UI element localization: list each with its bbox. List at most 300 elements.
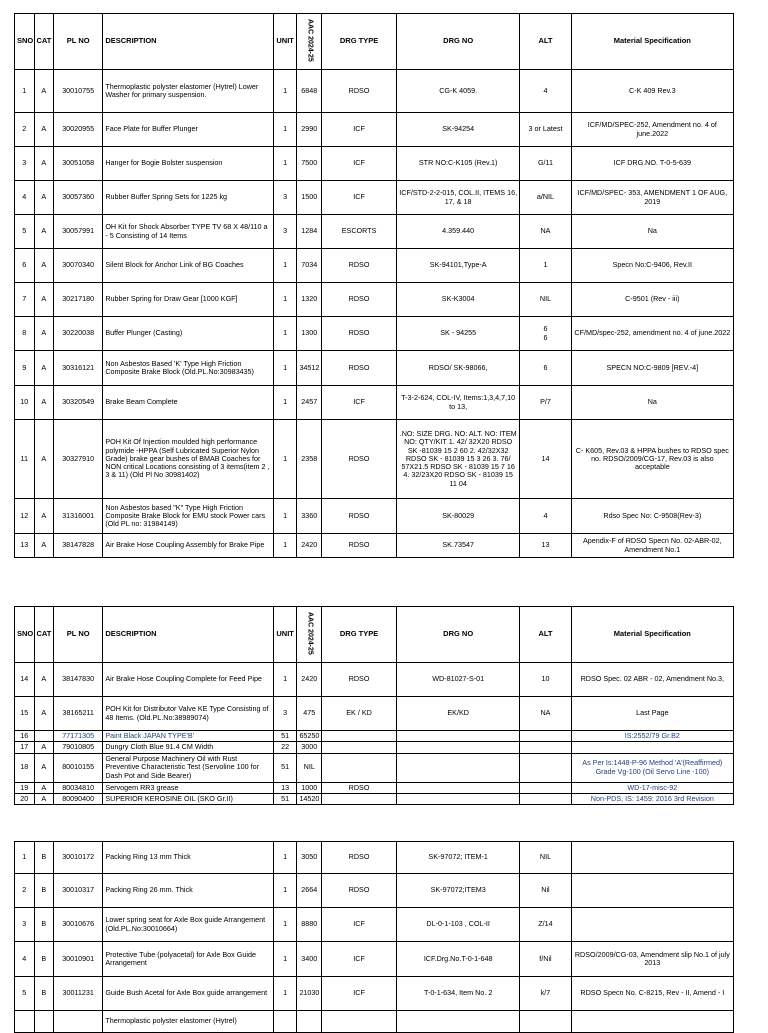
cell-drg-type: ICF (322, 977, 397, 1011)
table-row (15, 908, 734, 942)
cell-unit: 1 (273, 942, 297, 977)
cell-unit: 1 (273, 317, 297, 351)
cell-sno: 18 (15, 753, 35, 782)
cell-aac: 7500 (297, 147, 322, 181)
cell-aac: 3050 (297, 842, 322, 874)
header-aac-label: AAC 2024-25 (306, 18, 314, 62)
cell-material-spec: Na (571, 386, 733, 420)
cell-pl-no: 38165211 (54, 697, 103, 731)
cell-aac: 3400 (297, 942, 322, 977)
cell-drg-type: RDSO (322, 663, 397, 697)
cell-unit: 1 (273, 249, 297, 283)
cell-description: Guide Bush Acetal for Axle Box guide arrangement (103, 977, 274, 1011)
cell-drg-type: EK / KD (322, 697, 397, 731)
cell-aac: 34512 (297, 351, 322, 386)
header-pl-no: PL NO (54, 14, 103, 70)
cell-cat: A (34, 249, 54, 283)
cell-alt: 3 or Latest (520, 113, 571, 147)
cell-cat: A (34, 113, 54, 147)
cell-alt (520, 793, 571, 804)
cell-cat: B (34, 908, 54, 942)
cell-alt: f/Nil (520, 942, 571, 977)
cell-unit: 1 (273, 908, 297, 942)
cell-material-spec: CF/MD/spec-252, amendment no. 4 of june.2022 (571, 317, 733, 351)
table-row (15, 977, 734, 1011)
cell-material-spec: C-K 409 Rev.3 (571, 70, 733, 113)
cell-material-spec: RDSO Specn No. C-8215, Rev - II, Amend - I (571, 977, 733, 1011)
cell-cat (34, 731, 54, 742)
cell-alt (520, 753, 571, 782)
header-aac (297, 14, 322, 70)
table-row (15, 782, 734, 793)
cell-drg-type: RDSO (322, 782, 397, 793)
cell-material-spec: Specn No:C-9406, Rev.II (571, 249, 733, 283)
cell-unit: 1 (273, 351, 297, 386)
cell-aac: 2420 (297, 534, 322, 558)
cell-alt: 13 (520, 534, 571, 558)
cell-sno: 19 (15, 782, 35, 793)
table-row (15, 181, 734, 215)
table-row (15, 1011, 734, 1033)
cell-alt (520, 1011, 571, 1033)
cell-drg-no: SK-94254 (397, 113, 520, 147)
cell-alt: NIL (520, 283, 571, 317)
cell-sno: 7 (15, 283, 35, 317)
cell-aac: 1500 (297, 181, 322, 215)
items-table-3 (14, 841, 734, 1033)
table-row (15, 499, 734, 534)
cell-drg-no: T-0-1-634, Item No. 2 (397, 977, 520, 1011)
cell-cat: A (34, 499, 54, 534)
cell-description: Brake Beam Complete (103, 386, 274, 420)
cell-pl-no (54, 1011, 103, 1033)
cell-sno (15, 1011, 35, 1033)
cell-aac: 3360 (297, 499, 322, 534)
cell-drg-no (397, 731, 520, 742)
cell-sno: 4 (15, 181, 35, 215)
cell-cat: A (34, 70, 54, 113)
cell-material-spec: Rdso Spec No: C-9508(Rev-3) (571, 499, 733, 534)
cell-pl-no: 30320549 (54, 386, 103, 420)
cell-alt: a/NIL (520, 181, 571, 215)
cell-cat: A (34, 147, 54, 181)
cell-material-spec: Na (571, 215, 733, 249)
cell-unit (273, 1011, 297, 1033)
table-row (15, 753, 734, 782)
cell-drg-no: SK-97072;ITEM3 (397, 874, 520, 908)
cell-unit: 1 (273, 386, 297, 420)
cell-aac: 8880 (297, 908, 322, 942)
cell-unit: 51 (273, 793, 297, 804)
cell-drg-type: RDSO (322, 534, 397, 558)
header-material-spec: Material Specification (571, 607, 733, 663)
cell-drg-type (322, 1011, 397, 1033)
cell-aac: NIL (297, 753, 322, 782)
cell-description: Packing Ring 13 mm Thick (103, 842, 274, 874)
table-row (15, 249, 734, 283)
cell-drg-type: RDSO (322, 351, 397, 386)
cell-alt (520, 742, 571, 753)
cell-description: Rubber Buffer Spring Sets for 1225 kg (103, 181, 274, 215)
cell-material-spec: ICF/MD/SPEC- 353, AMENDMENT 1 OF AUG, 2019 (571, 181, 733, 215)
cell-material-spec: SPECN NO:C-9809 [REV.-4] (571, 351, 733, 386)
cell-aac: 1000 (297, 782, 322, 793)
cell-material-spec: Apendix-F of RDSO Specn No. 02-ABR-02, Amendment No.1 (571, 534, 733, 558)
cell-drg-type: RDSO (322, 874, 397, 908)
cell-aac: 2457 (297, 386, 322, 420)
cell-unit: 1 (273, 842, 297, 874)
cell-pl-no: 80090400 (54, 793, 103, 804)
cell-description: Packing Ring 26 mm. Thick (103, 874, 274, 908)
header-sno: SNO (15, 607, 35, 663)
cell-description: Lower spring seat for Axle Box guide Arrangement (Old.PL.No:30010664) (103, 908, 274, 942)
cell-pl-no: 30010676 (54, 908, 103, 942)
cell-drg-no: ICF/STD-2-2-015, COL.II, ITEMS 16, 17, & 18 (397, 181, 520, 215)
cell-description: Non Asbestos Based 'K' Type High Friction Composite Brake Block (Old.PL.No:30983435) (103, 351, 274, 386)
cell-alt: P/7 (520, 386, 571, 420)
cell-drg-no: WD-81027-S-01 (397, 663, 520, 697)
cell-drg-no: SK.73547 (397, 534, 520, 558)
cell-alt: 6 6 (520, 317, 571, 351)
cell-drg-type: ICF (322, 181, 397, 215)
cell-drg-no: EK/KD (397, 697, 520, 731)
cell-alt (520, 731, 571, 742)
table-row (15, 874, 734, 908)
cell-description: Air Brake Hose Coupling Assembly for Brake Pipe (103, 534, 274, 558)
cell-pl-no: 79010805 (54, 742, 103, 753)
cell-sno: 16 (15, 731, 35, 742)
cell-sno: 3 (15, 908, 35, 942)
cell-aac: 2358 (297, 420, 322, 499)
cell-alt: 4 (520, 70, 571, 113)
cell-aac: 6848 (297, 70, 322, 113)
header-sno: SNO (15, 14, 35, 70)
cell-description: Thermoplastic polyster elastomer (Hytrel) Lower Washer for primary suspension. (103, 70, 274, 113)
cell-description: SUPERIOR KEROSINE OIL (SKO Gr.II) (103, 793, 274, 804)
cell-pl-no: 30010317 (54, 874, 103, 908)
cell-unit: 1 (273, 70, 297, 113)
cell-drg-type: RDSO (322, 420, 397, 499)
cell-aac: 7034 (297, 249, 322, 283)
table-row (15, 942, 734, 977)
cell-unit: 1 (273, 147, 297, 181)
cell-cat: A (34, 181, 54, 215)
cell-drg-no: SK-94101,Type-A (397, 249, 520, 283)
cell-cat: B (34, 842, 54, 874)
cell-alt: 1 (520, 249, 571, 283)
cell-drg-type: RDSO (322, 70, 397, 113)
items-table-2 (14, 606, 734, 805)
cell-pl-no: 77171305 (54, 731, 103, 742)
cell-drg-no: T-3-2-624, COL-IV, Items:1,3,4,7,10 to 13, (397, 386, 520, 420)
cell-alt: Z/14 (520, 908, 571, 942)
cell-drg-type (322, 753, 397, 782)
header-aac-label: AAC 2024-25 (306, 611, 314, 655)
cell-cat: B (34, 977, 54, 1011)
cell-drg-type: RDSO (322, 499, 397, 534)
cell-pl-no: 30010755 (54, 70, 103, 113)
header-drg-type: DRG TYPE (322, 14, 397, 70)
cell-unit: 3 (273, 215, 297, 249)
cell-drg-no: SK - 94255 (397, 317, 520, 351)
cell-description: POH Kit for Distributor Valve KE Type Consisting of 48 Items. (Old.PL.No:38989074) (103, 697, 274, 731)
cell-drg-no: STR NO:C-K105 (Rev.1) (397, 147, 520, 181)
header-drg-no: DRG NO (397, 607, 520, 663)
cell-alt: 6 (520, 351, 571, 386)
cell-material-spec: RDSO Spec. 02 ABR - 02, Amendment No.3, (571, 663, 733, 697)
cell-cat: A (34, 420, 54, 499)
cell-drg-type (322, 731, 397, 742)
cell-drg-no (397, 782, 520, 793)
cell-description: Paint Black JAPAN TYPE'B' (103, 731, 274, 742)
cell-pl-no: 30051058 (54, 147, 103, 181)
table-row (15, 147, 734, 181)
cell-material-spec: RDSO/2009/CG-03, Amendment slip No.1 of july 2013 (571, 942, 733, 977)
cell-sno: 5 (15, 215, 35, 249)
cell-pl-no: 30010172 (54, 842, 103, 874)
cell-unit: 13 (273, 782, 297, 793)
cell-cat: A (34, 782, 54, 793)
table-row (15, 70, 734, 113)
table-row (15, 793, 734, 804)
cell-aac: 2420 (297, 663, 322, 697)
cell-description: Face Plate for Buffer Plunger (103, 113, 274, 147)
cell-aac: 14520 (297, 793, 322, 804)
header-description: DESCRIPTION (103, 14, 274, 70)
cell-material-spec: WD-17-misc-92 (571, 782, 733, 793)
cell-drg-no (397, 1011, 520, 1033)
cell-pl-no: 30057360 (54, 181, 103, 215)
cell-drg-no: .NO: SIZE DRG. NO: ALT. NO: ITEM NO: QTY/KIT 1. 42/ 32X20 RDSO SK -81039 15 2 60 2. 42/32X32 RDSO SK - 81039 15 3 26 3. 76/ 57X21.5 RDSO SK - 81039 15 7 16 4. 32/23X20 RDSO SK - 81039 15 11 04 (397, 420, 520, 499)
cell-unit: 1 (273, 874, 297, 908)
cell-alt: k/7 (520, 977, 571, 1011)
cell-aac: 1300 (297, 317, 322, 351)
cell-material-spec (571, 742, 733, 753)
cell-material-spec (571, 874, 733, 908)
cell-pl-no: 30010901 (54, 942, 103, 977)
cell-material-spec: ICF/MD/SPEC-252, Amendment no. 4 of june.2022 (571, 113, 733, 147)
cell-unit: 1 (273, 499, 297, 534)
cell-material-spec (571, 842, 733, 874)
cell-sno: 3 (15, 147, 35, 181)
cell-drg-type: ICF (322, 113, 397, 147)
cell-cat: A (34, 753, 54, 782)
cell-sno: 9 (15, 351, 35, 386)
cell-unit: 1 (273, 113, 297, 147)
header-unit: UNIT (273, 14, 297, 70)
cell-drg-no: ICF.Drg.No.T-0-1-648 (397, 942, 520, 977)
cell-cat: B (34, 942, 54, 977)
cell-alt: NA (520, 215, 571, 249)
cell-cat: A (34, 215, 54, 249)
cell-aac: 2664 (297, 874, 322, 908)
cell-material-spec: C- K605, Rev.03 & HPPA bushes to RDSO spec no. RDSO/2009/CG-17, Rev.03 is also acceptable (571, 420, 733, 499)
cell-sno: 2 (15, 113, 35, 147)
header-unit: UNIT (273, 607, 297, 663)
cell-unit: 1 (273, 663, 297, 697)
cell-pl-no: 30070340 (54, 249, 103, 283)
cell-sno: 13 (15, 534, 35, 558)
table-row (15, 351, 734, 386)
cell-material-spec: Non-PDS, IS: 1459: 2016 3rd Revision (571, 793, 733, 804)
cell-unit: 51 (273, 753, 297, 782)
cell-material-spec: ICF DRG.NO. T-0-5-639 (571, 147, 733, 181)
cell-alt: 10 (520, 663, 571, 697)
cell-material-spec (571, 1011, 733, 1033)
cell-cat: A (34, 793, 54, 804)
cell-unit: 1 (273, 534, 297, 558)
cell-description: Dungry Cloth Blue 91.4 CM Width (103, 742, 274, 753)
cell-drg-no (397, 753, 520, 782)
cell-sno: 14 (15, 663, 35, 697)
cell-cat: A (34, 534, 54, 558)
header-pl-no: PL NO (54, 607, 103, 663)
cell-aac: 1284 (297, 215, 322, 249)
cell-drg-no (397, 742, 520, 753)
cell-drg-type: ESCORTS (322, 215, 397, 249)
cell-drg-type (322, 742, 397, 753)
cell-sno: 17 (15, 742, 35, 753)
cell-pl-no: 38147828 (54, 534, 103, 558)
header-material-spec: Material Specification (571, 14, 733, 70)
cell-cat: A (34, 742, 54, 753)
cell-cat: A (34, 663, 54, 697)
cell-sno: 5 (15, 977, 35, 1011)
cell-sno: 1 (15, 842, 35, 874)
cell-material-spec: Last Page (571, 697, 733, 731)
header-drg-type: DRG TYPE (322, 607, 397, 663)
cell-pl-no: 80034810 (54, 782, 103, 793)
cell-sno: 4 (15, 942, 35, 977)
cell-alt: G/11 (520, 147, 571, 181)
table-row (15, 731, 734, 742)
cell-sno: 12 (15, 499, 35, 534)
cell-material-spec: As Per Is:1448-P-96 Method 'A'(Reaffirmed) Grade Vg-100 (Oil Servo Line -100) (571, 753, 733, 782)
cell-description: Rubber Spring for Draw Gear [1000 KGF] (103, 283, 274, 317)
table-row (15, 283, 734, 317)
table-row (15, 317, 734, 351)
table-row (15, 697, 734, 731)
cell-cat: A (34, 697, 54, 731)
table-row (15, 386, 734, 420)
header-drg-no: DRG NO (397, 14, 520, 70)
cell-cat: A (34, 386, 54, 420)
cell-aac (297, 1011, 322, 1033)
header-alt: ALT (520, 607, 571, 663)
table-row (15, 742, 734, 753)
header-alt: ALT (520, 14, 571, 70)
cell-aac: 65250 (297, 731, 322, 742)
cell-description: OH Kit for Shock Absorber TYPE TV 68 X 48/110 a - 5 Consisting of 14 Items (103, 215, 274, 249)
cell-drg-type: ICF (322, 908, 397, 942)
cell-description: POH Kit Of Injection moulded high performance polymide -HPPA (Self Lubricated Superior Nylon Grade) brake gear bushes of BMAB Coaches for NON critical Locations consisting of 3 items(item 2 , 3 & 11) (Old Pl No 30981402) (103, 420, 274, 499)
cell-material-spec (571, 908, 733, 942)
header-description: DESCRIPTION (103, 607, 274, 663)
cell-pl-no: 30011231 (54, 977, 103, 1011)
cell-sno: 2 (15, 874, 35, 908)
cell-unit: 1 (273, 420, 297, 499)
cell-alt: 4 (520, 499, 571, 534)
cell-description: Thermoplastic polyster elastomer (Hytrel) (103, 1011, 274, 1033)
cell-unit: 1 (273, 977, 297, 1011)
cell-aac: 3000 (297, 742, 322, 753)
cell-drg-no: SK-80029 (397, 499, 520, 534)
items-table-1 (14, 13, 734, 558)
cell-pl-no: 30057991 (54, 215, 103, 249)
cell-drg-type: ICF (322, 386, 397, 420)
cell-description: Servogem RR3 grease (103, 782, 274, 793)
table-header-row (15, 607, 734, 663)
cell-drg-no: SK-K3004 (397, 283, 520, 317)
cell-description: Silent Block for Anchor Link of BG Coaches (103, 249, 274, 283)
cell-drg-type: RDSO (322, 317, 397, 351)
cell-pl-no: 30316121 (54, 351, 103, 386)
cell-description: Buffer Plunger (Casting) (103, 317, 274, 351)
cell-pl-no: 30020955 (54, 113, 103, 147)
cell-pl-no: 30220038 (54, 317, 103, 351)
cell-alt: NA (520, 697, 571, 731)
cell-drg-no: 4.359.440 (397, 215, 520, 249)
cell-cat: B (34, 874, 54, 908)
header-cat: CAT (34, 607, 54, 663)
header-cat: CAT (34, 14, 54, 70)
cell-description: General Purpose Machinery Oil with Rust Preventive Characteristic Test (Servoline 100 for Dash Pot and Side Bearer) (103, 753, 274, 782)
table-row (15, 113, 734, 147)
cell-material-spec: IS:2552/79 Gr.B2 (571, 731, 733, 742)
cell-alt: NIL (520, 842, 571, 874)
cell-sno: 15 (15, 697, 35, 731)
cell-sno: 10 (15, 386, 35, 420)
cell-sno: 6 (15, 249, 35, 283)
table-row (15, 842, 734, 874)
cell-unit: 3 (273, 181, 297, 215)
cell-drg-no: CG-K 4059. (397, 70, 520, 113)
cell-sno: 8 (15, 317, 35, 351)
cell-cat: A (34, 283, 54, 317)
cell-unit: 1 (273, 283, 297, 317)
cell-unit: 51 (273, 731, 297, 742)
cell-description: Hanger for Bogie Bolster suspension (103, 147, 274, 181)
cell-alt: 14 (520, 420, 571, 499)
table-row (15, 420, 734, 499)
table-row (15, 663, 734, 697)
cell-unit: 3 (273, 697, 297, 731)
cell-drg-no (397, 793, 520, 804)
cell-alt: Nil (520, 874, 571, 908)
cell-aac: 475 (297, 697, 322, 731)
table-header-row (15, 14, 734, 70)
header-aac (297, 607, 322, 663)
cell-description: Air Brake Hose Coupling Complete for Feed Pipe (103, 663, 274, 697)
cell-drg-type: RDSO (322, 842, 397, 874)
cell-unit: 22 (273, 742, 297, 753)
cell-pl-no: 80010155 (54, 753, 103, 782)
cell-pl-no: 30217180 (54, 283, 103, 317)
cell-description: Non Asbestos based "K" Type High Friction Composite Brake Block for EMU stock Power cars (Old PL no: 31984149) (103, 499, 274, 534)
cell-aac: 2990 (297, 113, 322, 147)
cell-drg-no: SK-97072; ITEM-1 (397, 842, 520, 874)
cell-cat (34, 1011, 54, 1033)
cell-cat: A (34, 351, 54, 386)
table-row (15, 534, 734, 558)
cell-drg-no: RDSO/ SK-98066, (397, 351, 520, 386)
cell-pl-no: 30327910 (54, 420, 103, 499)
cell-material-spec: C-9501 (Rev - iii) (571, 283, 733, 317)
cell-pl-no: 31316001 (54, 499, 103, 534)
cell-sno: 11 (15, 420, 35, 499)
cell-sno: 20 (15, 793, 35, 804)
cell-cat: A (34, 317, 54, 351)
